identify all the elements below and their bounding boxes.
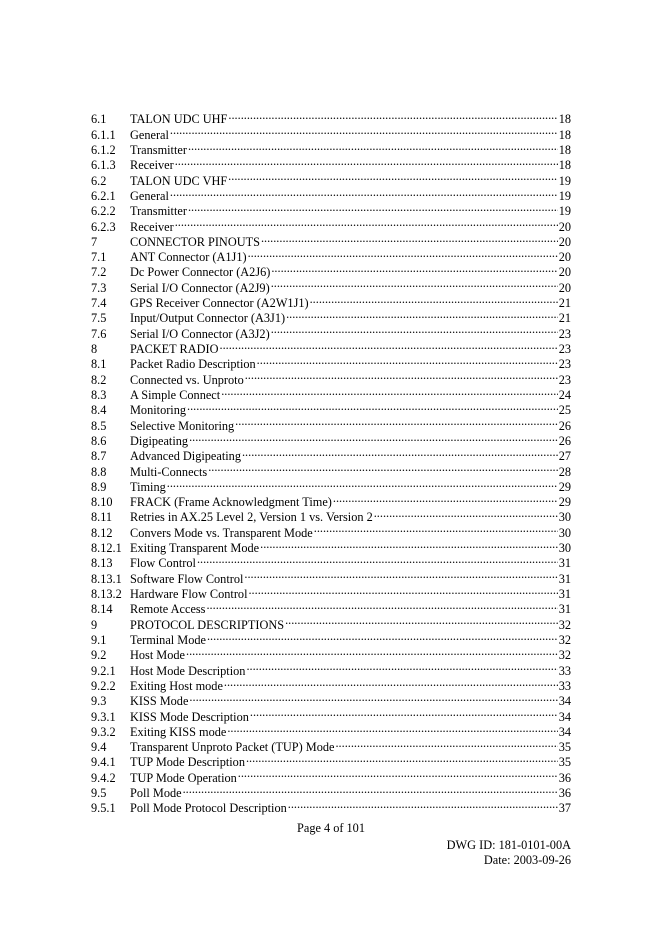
toc-dot-leader xyxy=(167,476,558,491)
toc-entry-page: 20 xyxy=(558,280,571,295)
toc-dot-leader xyxy=(248,246,558,261)
toc-entry-page: 21 xyxy=(558,311,571,326)
toc-entry-page: 28 xyxy=(558,464,571,479)
toc-entry-number: 7 xyxy=(91,234,98,249)
toc-entry-page: 20 xyxy=(558,250,571,265)
toc-dot-leader xyxy=(285,613,558,628)
toc-entry-title: TALON UDC UHF xyxy=(130,112,228,127)
toc-entry-number: 9.3.1 xyxy=(91,709,116,724)
toc-entry-page: 27 xyxy=(558,449,571,464)
toc-entry-number: 9.2 xyxy=(91,648,107,663)
toc-dot-leader xyxy=(374,506,558,521)
toc-dot-leader xyxy=(242,445,558,460)
toc-entry-title: Transmitter xyxy=(130,142,187,157)
toc-entry[interactable] xyxy=(91,108,571,127)
toc-entry-page: 23 xyxy=(558,326,571,341)
toc-dot-leader xyxy=(286,307,558,322)
toc-entry-title: Serial I/O Connector (A2J9) xyxy=(130,280,270,295)
toc-entry-title: Poll Mode xyxy=(130,786,182,801)
toc-entry-page: 18 xyxy=(558,112,571,127)
toc-entry-page: 18 xyxy=(558,158,571,173)
toc-entry-page: 19 xyxy=(558,204,571,219)
toc-entry-page: 21 xyxy=(558,296,571,311)
toc-entry-number: 8.5 xyxy=(91,418,107,433)
toc-dot-leader xyxy=(246,751,558,766)
toc-dot-leader xyxy=(220,338,558,353)
toc-entry-number: 8.13.1 xyxy=(91,571,122,586)
toc-dot-leader xyxy=(227,721,557,736)
toc-entry-number: 8.13.2 xyxy=(91,587,122,601)
toc-entry-title: CONNECTOR PINOUTS xyxy=(130,234,260,249)
drawing-id: DWG ID: 181-0101-00A xyxy=(446,838,571,852)
table-of-contents xyxy=(91,108,571,816)
toc-entry-title: Exiting Host mode xyxy=(130,678,223,693)
toc-entry-number: 6.1.2 xyxy=(91,142,116,157)
toc-dot-leader xyxy=(271,261,557,276)
toc-entry-page: 32 xyxy=(558,617,571,632)
toc-entry-number: 8.13 xyxy=(91,556,113,571)
toc-entry-title: Multi-Connects xyxy=(130,464,208,479)
toc-entry-page: 19 xyxy=(558,173,571,188)
toc-entry-number: 7.6 xyxy=(91,326,107,341)
toc-entry-title: Receiver xyxy=(130,158,174,173)
toc-entry-page: 37 xyxy=(558,801,571,816)
toc-entry-number: 8.2 xyxy=(91,372,107,387)
toc-dot-leader xyxy=(238,766,558,781)
toc-entry-number: 8.7 xyxy=(91,449,107,464)
toc-dot-leader xyxy=(235,414,558,429)
toc-entry-page: 35 xyxy=(558,740,571,755)
toc-entry-title: Remote Access xyxy=(130,602,206,617)
toc-dot-leader xyxy=(248,583,557,598)
toc-entry-page: 36 xyxy=(558,786,571,801)
toc-entry-number: 6.2.3 xyxy=(91,219,116,234)
toc-entry-number: 9.5 xyxy=(91,786,107,801)
toc-entry-page: 20 xyxy=(558,219,571,234)
toc-entry-title: Receiver xyxy=(130,219,174,234)
toc-dot-leader xyxy=(288,797,558,812)
toc-entry-title: Serial I/O Connector (A3J2) xyxy=(130,326,270,341)
toc-dot-leader xyxy=(197,552,558,567)
toc-entry-title: ANT Connector (A1J1) xyxy=(130,250,247,265)
toc-entry-number: 9.4.2 xyxy=(91,770,116,785)
toc-entry-number: 6.1 xyxy=(91,112,107,127)
toc-entry-page: 31 xyxy=(558,602,571,617)
toc-entry-title: TUP Mode Description xyxy=(130,755,245,770)
toc-entry-page: 36 xyxy=(558,770,571,785)
toc-entry-number: 8.12.1 xyxy=(91,541,122,556)
toc-dot-leader xyxy=(246,659,557,674)
toc-entry-title: Transparent Unproto Packet (TUP) Mode xyxy=(130,740,335,755)
toc-entry-number: 6.2.2 xyxy=(91,204,116,219)
toc-entry-page: 29 xyxy=(558,495,571,510)
toc-entry-title: FRACK (Frame Acknowledgment Time) xyxy=(130,495,332,510)
toc-entry-page: 19 xyxy=(558,188,571,203)
toc-dot-leader xyxy=(188,139,558,154)
toc-dot-leader xyxy=(170,185,558,200)
toc-entry-page: 33 xyxy=(558,663,571,678)
toc-entry-number: 7.2 xyxy=(91,265,107,280)
toc-entry-title: Convers Mode vs. Transparent Mode xyxy=(130,525,313,540)
toc-dot-leader xyxy=(221,384,558,399)
toc-entry-page: 24 xyxy=(558,387,571,402)
toc-entry-number: 9.4.1 xyxy=(91,755,116,770)
toc-dot-leader xyxy=(175,215,558,230)
toc-entry-title: Packet Radio Description xyxy=(130,357,256,372)
toc-entry-page: 29 xyxy=(558,479,571,494)
toc-entry-number: 8.11 xyxy=(91,510,113,525)
toc-entry-number: 7.1 xyxy=(91,250,107,265)
toc-dot-leader xyxy=(245,368,558,383)
toc-entry-page: 35 xyxy=(558,755,571,770)
toc-entry-page: 31 xyxy=(558,587,571,601)
toc-entry-number: 8.1 xyxy=(91,357,107,372)
toc-entry-number: 7.3 xyxy=(91,280,107,295)
toc-entry-title: Input/Output Connector (A3J1) xyxy=(130,311,286,326)
toc-dot-leader xyxy=(333,491,558,506)
toc-entry-number: 8.8 xyxy=(91,464,107,479)
toc-dot-leader xyxy=(206,598,557,613)
toc-dot-leader xyxy=(183,782,558,797)
toc-entry-page: 34 xyxy=(558,694,571,709)
toc-entry-title: Exiting KISS mode xyxy=(130,724,227,739)
toc-entry-number: 6.2.1 xyxy=(91,188,116,203)
toc-entry-number: 6.1.1 xyxy=(91,127,116,142)
toc-entry-title: General xyxy=(130,127,169,142)
toc-entry-title: Software Flow Control xyxy=(130,571,244,586)
toc-entry-page: 32 xyxy=(558,648,571,663)
toc-dot-leader xyxy=(335,736,557,751)
toc-entry-title: Advanced Digipeating xyxy=(130,449,241,464)
toc-entry-page: 23 xyxy=(558,342,571,356)
page-number: Page 4 of 101 xyxy=(297,821,365,835)
toc-entry-number: 8.14 xyxy=(91,602,113,617)
toc-entry-title: Flow Control xyxy=(130,556,196,571)
toc-entry-title: TALON UDC VHF xyxy=(130,173,228,188)
toc-entry-title: Monitoring xyxy=(130,403,187,418)
toc-entry-title: General xyxy=(130,188,169,203)
toc-dot-leader xyxy=(244,567,557,582)
toc-entry-title: Host Mode xyxy=(130,648,185,663)
toc-dot-leader xyxy=(187,399,558,414)
toc-entry-page: 26 xyxy=(558,418,571,433)
toc-dot-leader xyxy=(175,154,558,169)
toc-dot-leader xyxy=(228,169,558,184)
toc-dot-leader xyxy=(271,322,558,337)
toc-entry-page: 34 xyxy=(558,709,571,724)
toc-dot-leader xyxy=(189,430,558,445)
toc-entry-title: Digipeating xyxy=(130,433,189,448)
toc-dot-leader xyxy=(207,629,558,644)
toc-dot-leader xyxy=(188,200,558,215)
toc-entry-title: Exiting Transparent Mode xyxy=(130,541,260,556)
toc-entry-number: 8.9 xyxy=(91,479,107,494)
toc-entry-number: 8.10 xyxy=(91,495,113,510)
toc-entry-title: A Simple Connect xyxy=(130,387,221,402)
toc-entry-page: 30 xyxy=(558,525,571,540)
toc-entry-page: 31 xyxy=(558,556,571,571)
toc-entry-page: 32 xyxy=(558,632,571,647)
toc-dot-leader xyxy=(257,353,558,368)
toc-entry-page: 18 xyxy=(558,142,571,157)
toc-entry-page: 26 xyxy=(558,433,571,448)
toc-entry-page: 23 xyxy=(558,357,571,372)
toc-entry-number: 9.1 xyxy=(91,632,107,647)
toc-dot-leader xyxy=(261,231,558,246)
toc-entry-number: 9.3 xyxy=(91,694,107,709)
toc-entry-page: 20 xyxy=(558,265,571,280)
toc-entry-title: GPS Receiver Connector (A2W1J1) xyxy=(130,296,309,311)
toc-entry-number: 7.4 xyxy=(91,296,107,311)
toc-dot-leader xyxy=(260,537,558,552)
toc-entry-number: 9 xyxy=(91,617,98,632)
toc-dot-leader xyxy=(224,675,558,690)
toc-dot-leader xyxy=(189,690,557,705)
toc-entry-title: KISS Mode xyxy=(130,694,189,709)
toc-dot-leader xyxy=(186,644,558,659)
toc-entry-number: 9.4 xyxy=(91,740,107,755)
toc-dot-leader xyxy=(271,276,558,291)
toc-entry-page: 30 xyxy=(558,541,571,556)
toc-entry-title: Hardware Flow Control xyxy=(130,587,248,601)
toc-entry-number: 8.12 xyxy=(91,525,113,540)
toc-entry-number: 8.4 xyxy=(91,403,107,418)
toc-entry-title: Connected vs. Unproto xyxy=(130,372,244,387)
toc-entry-title: Terminal Mode xyxy=(130,632,206,647)
toc-entry-title: Host Mode Description xyxy=(130,663,246,678)
toc-entry-title: Selective Monitoring xyxy=(130,418,235,433)
toc-entry-page: 34 xyxy=(558,724,571,739)
toc-dot-leader xyxy=(170,123,558,138)
toc-entry-number: 9.2.1 xyxy=(91,663,116,678)
toc-entry-page: 25 xyxy=(558,403,571,418)
toc-dot-leader xyxy=(314,521,558,536)
toc-entry-number: 9.3.2 xyxy=(91,724,116,739)
toc-entry-page: 18 xyxy=(558,127,571,142)
toc-entry-title: Retries in AX.25 Level 2, Version 1 vs. Version 2 xyxy=(130,510,373,525)
toc-entry-number: 6.2 xyxy=(91,173,107,188)
toc-dot-leader xyxy=(250,705,558,720)
toc-entry-number: 7.5 xyxy=(91,311,107,326)
toc-entry-number: 8 xyxy=(91,342,98,356)
toc-entry-page: 23 xyxy=(558,372,571,387)
toc-dot-leader xyxy=(310,292,558,307)
toc-entry-number: 6.1.3 xyxy=(91,158,116,173)
toc-entry-number: 9.5.1 xyxy=(91,801,116,816)
toc-entry-title: KISS Mode Description xyxy=(130,709,249,724)
toc-entry-title: TUP Mode Operation xyxy=(130,770,237,785)
toc-entry-page: 30 xyxy=(558,510,571,525)
toc-dot-leader xyxy=(228,108,557,123)
toc-entry-number: 8.3 xyxy=(91,387,107,402)
toc-entry-number: 8.6 xyxy=(91,433,107,448)
toc-entry-title: Timing xyxy=(130,479,166,494)
toc-entry-page: 20 xyxy=(558,234,571,249)
toc-entry-title: Dc Power Connector (A2J6) xyxy=(130,265,271,280)
toc-entry-title: Poll Mode Protocol Description xyxy=(130,801,287,816)
toc-entry-number: 9.2.2 xyxy=(91,678,116,693)
document-date: Date: 2003-09-26 xyxy=(483,853,571,867)
toc-dot-leader xyxy=(208,460,558,475)
toc-entry-title: Transmitter xyxy=(130,204,187,219)
toc-entry-page: 33 xyxy=(558,678,571,693)
toc-entry-title: PACKET RADIO xyxy=(130,342,219,356)
toc-entry-page: 31 xyxy=(558,571,571,586)
toc-entry-title: PROTOCOL DESCRIPTIONS xyxy=(130,617,285,632)
